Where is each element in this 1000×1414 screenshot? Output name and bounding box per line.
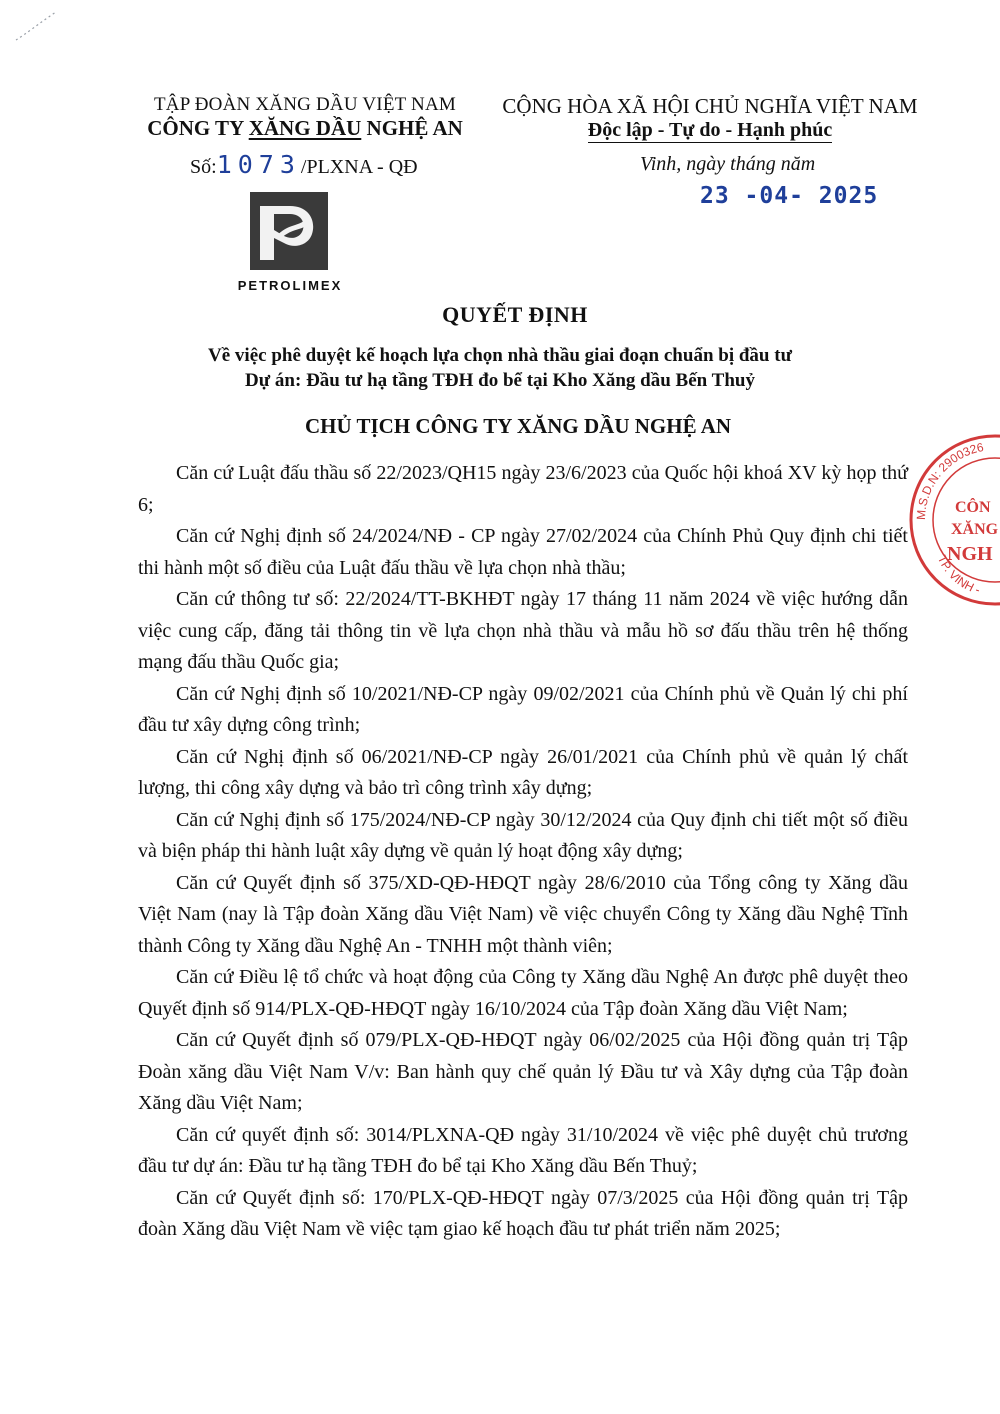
document-body [138,458,908,1246]
company-name: CÔNG TY XĂNG DẦU NGHỆ AN [147,116,463,140]
seal-ring-text: M.S.D.N: 2900326 [913,439,985,521]
seal-line-2: XĂNG [951,521,999,538]
paragraph: Căn cứ Luật đấu thầu số 22/2023/QH15 ngày 23/6/2023 của Quốc hội khoá XV kỳ họp thứ 6; [138,462,908,516]
document-title: QUYẾT ĐỊNH [442,302,588,327]
national-motto: Độc lập - Tự do - Hạnh phúc [587,119,833,141]
paragraph: Căn cứ quyết định số: 3014/PLXNA-QĐ ngày 31/10/2024 về việc phê duyệt chủ trương đầu tư dự án: Đầu tư hạ tầng TĐH đo bể tại Kho Xăng dầu Bến Thuỷ; [138,1123,908,1177]
paragraph: Căn cứ Nghị định số 06/2021/NĐ-CP ngày 26/01/2021 của Chính phủ về quản lý chất lượng, thi công xây dựng và bảo trì công trình xây dựng; [138,745,908,799]
seal-line-3: NGH [947,543,993,565]
subtitle-line-2: Dự án: Đầu tư hạ tầng TĐH đo bể tại Kho Xăng dầu Bến Thuỷ [245,370,755,391]
subtitle-line-1: Về việc phê duyệt kế hoạch lựa chọn nhà thầu giai đoạn chuẩn bị đầu tư [208,345,792,366]
paragraph: Căn cứ Nghị định số 24/2024/NĐ - CP ngày 27/02/2024 của Chính Phủ Quy định chi tiết thi hành một số điều của Luật đấu thầu về lựa chọn nhà thầu; [138,525,908,579]
scan-mark-icon [12,6,62,46]
paragraph: Căn cứ Nghị định số 175/2024/NĐ-CP ngày 30/12/2024 của Quy định chi tiết một số điều và biện pháp thi hành luật xây dựng về quản lý hoạt động xây dựng; [138,808,908,862]
paragraph: Căn cứ Quyết định số 079/PLX-QĐ-HĐQT ngày 06/02/2025 của Hội đồng quản trị Tập Đoàn xăng dầu Việt Nam V/v: Ban hành quy chế quản lý Đầu tư và Xây dựng của Tập đoàn Xăng dầu Việt Nam; [138,1029,908,1114]
paragraph: Căn cứ Quyết định số: 170/PLX-QĐ-HĐQT ngày 07/3/2025 của Hội đồng quản trị Tập đoàn Xăng dầu Việt Nam về việc tạm giao kế hoạch đầu tư phát triển năm 2025; [138,1186,908,1240]
number-suffix: /PLXNA - QĐ [300,156,418,178]
logo-text: PETROLIMEX [237,278,343,293]
parent-company-name: TẬP ĐOÀN XĂNG DẦU VIỆT NAM [154,94,456,115]
paragraph: Căn cứ Quyết định số 375/XD-QĐ-HĐQT ngày 28/6/2010 của Tổng công ty Xăng dầu Việt Nam (nay là Tập đoàn Xăng dầu Việt Nam) về việc chuyển Công ty Xăng dầu Nghệ Tĩnh thành Công ty Xăng dầu Nghệ An - TNHH một thành viên; [138,871,908,957]
seal-ring-text-bottom: TP. VINH - [934,553,982,598]
number-label: Số: [190,156,217,178]
paragraph: Căn cứ thông tư số: 22/2024/TT-BKHĐT ngày 17 tháng 11 năm 2024 về việc hướng dẫn việc cung cấp, đăng tải thông tin về lựa chọn nhà thầu và mẫu hồ sơ đấu thầu trên hệ thống mạng đấu thầu Quốc gia; [138,588,908,673]
chairman-heading: CHỦ TỊCH CÔNG TY XĂNG DẦU NGHỆ AN [304,414,732,438]
paragraph: Căn cứ Điều lệ tổ chức và hoạt động của Công ty Xăng dầu Nghệ An được phê duyệt theo Quyết định số 914/PLX-QĐ-HĐQT ngày 16/10/2024 của Tập đoàn Xăng dầu Việt Nam; [138,966,908,1020]
document-number [190,150,418,179]
seal-line-1: CÔN [955,499,991,516]
date-stamp: 23 -04- 2025 [700,183,879,209]
handwritten-number: 1073 [216,150,301,179]
date-line: Vinh, ngày tháng năm [640,153,816,175]
company-seal-icon [905,430,1000,610]
paragraph: Căn cứ Nghị định số 10/2021/NĐ-CP ngày 09/02/2021 của Chính phủ về Quản lý chi phí đầu tư xây dựng công trình; [138,682,908,736]
country-name: CỘNG HÒA XÃ HỘI CHỦ NGHĨA VIỆT NAM [502,94,918,118]
petrolimex-logo-icon [250,192,328,270]
